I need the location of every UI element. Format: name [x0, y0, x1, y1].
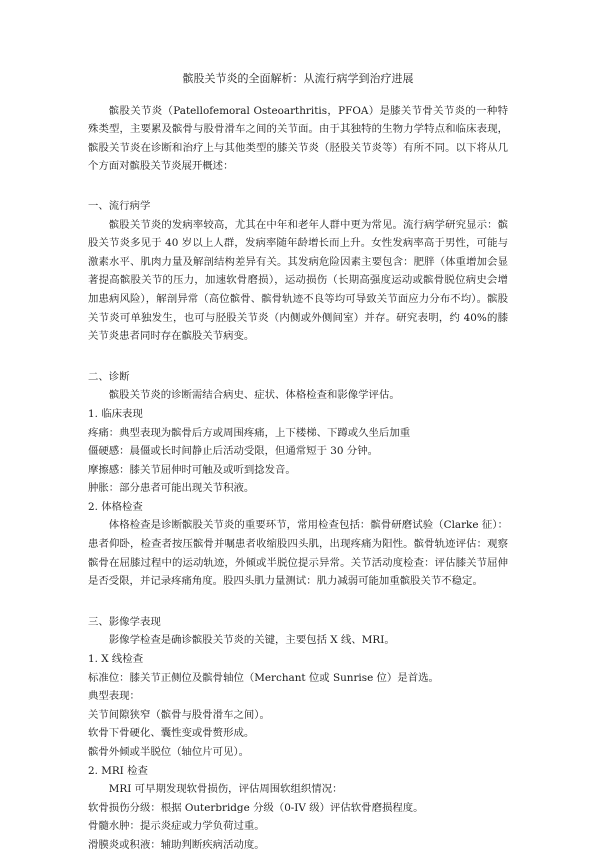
- exam-heading: 2. 体格检查: [88, 500, 143, 513]
- spacer: [88, 346, 508, 358]
- xray-typical-label: 典型表现：: [88, 690, 140, 703]
- section-heading-epidemiology: 一、流行病学: [88, 199, 151, 212]
- clinical-item: 僵硬感：晨僵或长时间静止后活动受限，但通常短于 30 分钟。: [88, 445, 378, 458]
- xray-item: 软骨下骨硬化、囊性变或骨赘形成。: [88, 727, 255, 740]
- xray-standard: 标准位：膝关节正侧位及髌骨轴位（Merchant 位或 Sunrise 位）是首选。: [88, 671, 439, 684]
- clinical-item: 摩擦感：膝关节屈伸时可触及或听到捻发音。: [88, 463, 296, 476]
- mri-item: 骨髓水肿：提示炎症或力学负荷过重。: [88, 820, 265, 833]
- clinical-item: 肿胀：部分患者可能出现关节积液。: [88, 482, 255, 495]
- xray-item: 髌骨外倾或半脱位（轴位片可见）。: [88, 746, 250, 758]
- mri-item: 软骨损伤分级：根据 Outerbridge 分级（0-IV 级）评估软骨磨损程度。: [88, 801, 424, 814]
- mri-intro: MRI 可早期发现软骨损伤，评估周围软组织情况：: [108, 783, 343, 796]
- mri-item: 滑膜炎或积液：辅助判断疾病活动度。: [88, 838, 265, 851]
- diagnosis-intro: 髌股关节炎的诊断需结合病史、症状、体格检查和影像学评估。: [108, 389, 400, 402]
- imaging-intro: 影像学检查是确诊髌股关节炎的关键，主要包括 X 线、MRI。: [108, 634, 395, 647]
- exam-paragraph: 体格检查是诊断髌股关节炎的重要环节，常用检查包括：髌骨研磨试验（Clarke 征）：患者仰卧，检查者按压髌骨并嘱患者收缩股四头肌，出现疼痛为阳性。髌骨轨迹评估：观察髌骨在屈膝过程中的运动轨迹，外倾或半脱位提示异常。关节活动度检查：评估膝关节屈伸是否受限，并记录疼痛角度。股四头肌力量测试：肌力减弱可能加重髌股关节不稳定。: [88, 519, 508, 588]
- xray-heading: 1. X 线检查: [88, 653, 144, 666]
- spacer: [88, 176, 508, 188]
- document-title: 髌股关节炎的全面解析：从流行病学到治疗进展: [182, 72, 414, 85]
- epidemiology-paragraph: 髌股关节炎的发病率较高，尤其在中年和老年人群中更为常见。流行病学研究显示：髌股关节炎多见于 40 岁以上人群，发病率随年龄增长而上升。女性发病率高于男性，可能与激素水平、肌肉力量及解剖结构差异有关。其发病危险因素主要包含：肥胖（体重增加会显著提高髌股关节的压力，加速软骨磨损），运动损伤（长期高强度运动或髌骨脱位病史会增加患病风险），解剖异常（高位髌骨、髌骨轨迹不良等均可导致关节面应力分布不均）。髌股关节炎可单独发生，也可与胫股关节炎（内侧或外侧间室）并存。研究表明，约 40%的膝关节炎患者同时存在髌股关节病变。: [88, 218, 508, 343]
- clinical-item: 疼痛：典型表现为髌骨后方或周围疼痛，上下楼梯、下蹲或久坐后加重: [88, 426, 411, 439]
- document-page: [88, 70, 508, 855]
- spacer: [88, 591, 508, 603]
- mri-heading: 2. MRI 检查: [88, 764, 148, 777]
- clinical-heading: 1. 临床表现: [88, 407, 143, 420]
- xray-item: 关节间隙狭窄（髌骨与股骨滑车之间）。: [88, 708, 270, 721]
- section-heading-diagnosis: 二、诊断: [88, 370, 130, 383]
- intro-paragraph: 髌股关节炎（Patellofemoral Osteoarthritis，PFOA）是膝关节骨关节炎的一种特殊类型，主要累及髌骨与股骨滑车之间的关节面。由于其独特的生物力学特点和临床表现，髌股关节炎在诊断和治疗上与其他类型的膝关节炎（胫股关节炎等）有所不同。以下将从几个方面对髌股关节炎展开概述：: [88, 104, 508, 173]
- section-heading-imaging: 三、影像学表现: [88, 615, 161, 628]
